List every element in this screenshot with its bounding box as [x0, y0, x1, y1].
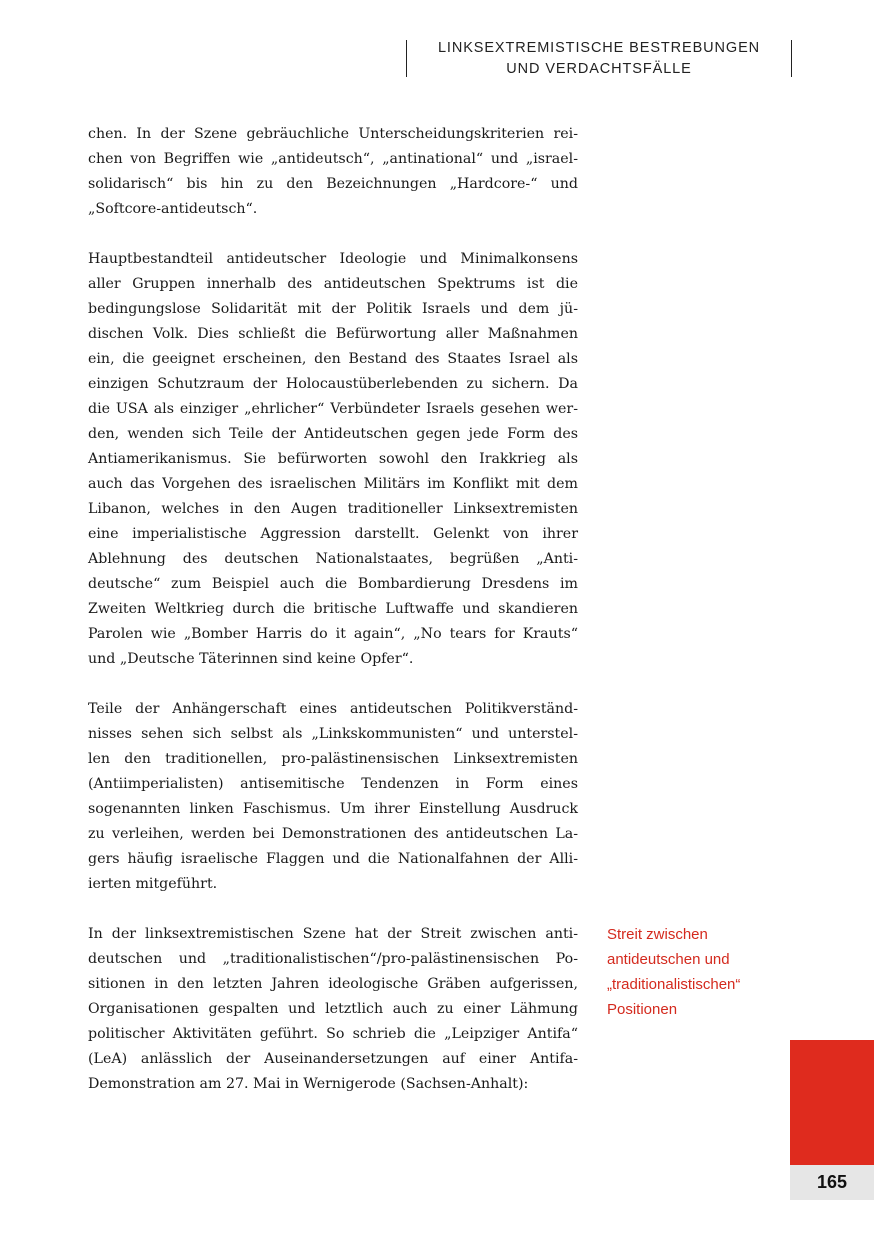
text-line: politischer Aktivitäten geführt. So schrieb die „Leipziger Antifa“	[88, 1026, 578, 1042]
text-line: einzigen Schutzraum der Holocaustüberlebenden zu sichern. Da	[88, 376, 578, 392]
text-line: ierten mitgeführt.	[88, 876, 218, 892]
text-line: Teile der Anhängerschaft eines antideutschen Politikverständ-	[88, 701, 578, 717]
running-header	[406, 40, 792, 77]
text-line: deutschen und „traditionalistischen“/pro-palästinensischen Po-	[88, 951, 578, 967]
text-line: den, wenden sich Teile der Antideutschen gegen jede Form des	[88, 426, 578, 442]
text-line: nisses sehen sich selbst als „Linkskommunisten“ und unterstel-	[88, 726, 578, 742]
text-line: Parolen wie „Bomber Harris do it again“, „No tears for Krauts“	[88, 626, 578, 642]
text-line: sogenannten linken Faschismus. Um ihrer Einstellung Ausdruck	[88, 801, 578, 817]
text-line: Hauptbestandteil antideutscher Ideologie und Minimalkonsens	[88, 251, 578, 267]
text-line: auch das Vorgehen des israelischen Militärs im Konflikt mit dem	[88, 476, 578, 492]
text-line: Zweiten Weltkrieg durch die britische Luftwaffe und skandieren	[88, 601, 578, 617]
text-line: zu verleihen, werden bei Demonstrationen des antideutschen La-	[88, 826, 578, 842]
section-tab-marker	[790, 1040, 874, 1165]
margin-note-line: „traditionalistischen“	[607, 976, 741, 993]
text-line: (LeA) anlässlich der Auseinandersetzungen auf einer Antifa-	[88, 1051, 578, 1067]
text-line: dischen Volk. Dies schließt die Befürwortung aller Maßnahmen	[88, 326, 578, 342]
text-line: deutsche“ zum Beispiel auch die Bombardierung Dresdens im	[88, 576, 578, 592]
header-line-1: LINKSEXTREMISTISCHE BESTREBUNGEN	[437, 40, 761, 56]
text-line: bedingungslose Solidarität mit der Politik Israels und dem jü-	[88, 301, 578, 317]
text-line: Ablehnung des deutschen Nationalstaates, begrüßen „Anti-	[88, 551, 578, 567]
text-line: die USA als einziger „ehrlicher“ Verbündeter Israels gesehen wer-	[88, 401, 578, 417]
text-line: solidarisch“ bis hin zu den Bezeichnungen „Hardcore-“ und	[88, 176, 578, 192]
text-line: ein, die geeignet erscheinen, den Bestand des Staates Israel als	[88, 351, 578, 367]
page-number: 165	[790, 1165, 874, 1200]
text-line: chen. In der Szene gebräuchliche Unterscheidungskriterien rei-	[88, 126, 578, 142]
text-line: Antiamerikanismus. Sie befürworten sowohl den Irakkrieg als	[88, 451, 578, 467]
text-line: Organisationen gespalten und letztlich auch zu einer Lähmung	[88, 1001, 578, 1017]
text-line: aller Gruppen innerhalb des antideutschen Spektrums ist die	[88, 276, 578, 292]
text-line: len den traditionellen, pro-palästinensischen Linksextremisten	[88, 751, 578, 767]
text-line: (Antiimperialisten) antisemitische Tendenzen in Form eines	[88, 776, 578, 792]
text-line: Demonstration am 27. Mai in Wernigerode (Sachsen-Anhalt):	[88, 1076, 529, 1092]
text-line: gers häufig israelische Flaggen und die Nationalfahnen der Alli-	[88, 851, 578, 867]
text-line: chen von Begriffen wie „antideutsch“, „antinational“ und „israel-	[88, 151, 578, 167]
margin-note-line: Positionen	[607, 1001, 678, 1018]
text-line: In der linksextremistischen Szene hat der Streit zwischen anti-	[88, 926, 578, 942]
text-line: eine imperialistische Aggression darstellt. Gelenkt von ihrer	[88, 526, 578, 542]
header-line-2: UND VERDACHTSFÄLLE	[506, 61, 692, 77]
margin-note-line: antideutschen und	[607, 951, 730, 968]
text-line: und „Deutsche Täterinnen sind keine Opfer“.	[88, 651, 414, 667]
text-line: „Softcore-antideutsch“.	[88, 201, 258, 217]
margin-note-line: Streit zwischen	[607, 926, 708, 943]
text-line: sitionen in den letzten Jahren ideologische Gräben aufgerissen,	[88, 976, 578, 992]
text-line: Libanon, welches in den Augen traditioneller Linksextremisten	[88, 501, 578, 517]
